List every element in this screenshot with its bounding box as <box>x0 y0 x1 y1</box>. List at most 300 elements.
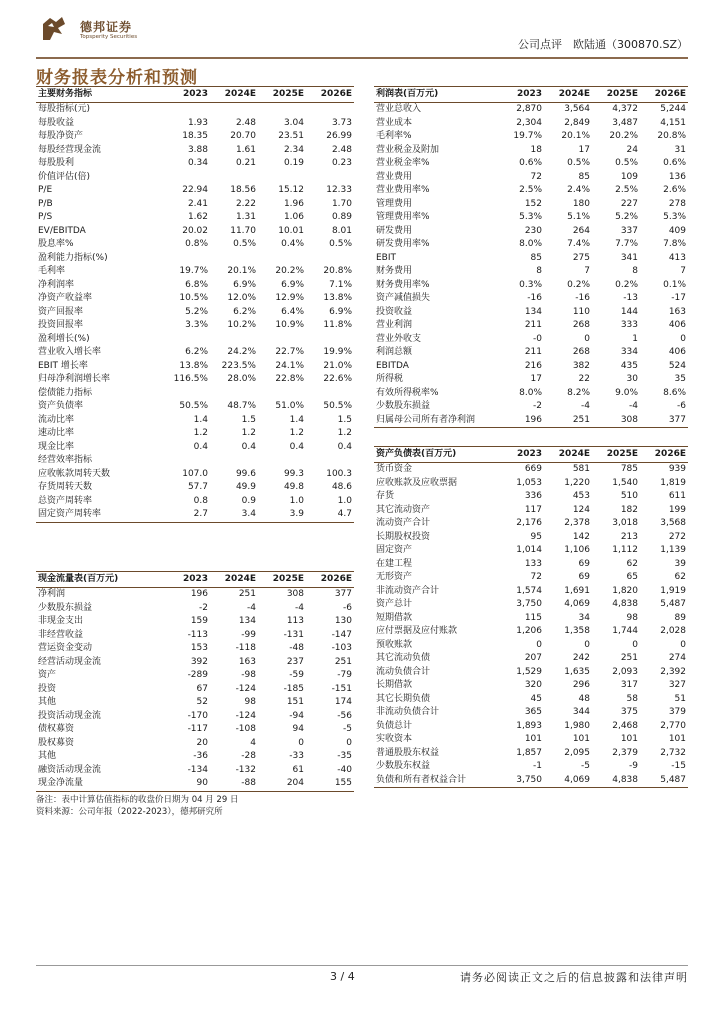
cell-value: -99 <box>241 629 256 640</box>
table-row <box>36 642 354 656</box>
cell-value: 69 <box>578 572 590 582</box>
cell-value: 30 <box>626 374 638 384</box>
cell-value <box>258 252 306 266</box>
cell-value: 6.2% <box>233 306 256 317</box>
cell-value: 163 <box>668 306 686 317</box>
cell-value: -4 <box>295 602 304 613</box>
source-line: 资料来源：公司年报（2022-2023），德邦研究所 <box>36 807 223 817</box>
cell-value: 320 <box>524 680 542 690</box>
cell-value: 7 <box>680 266 686 276</box>
cell-value: 20.2% <box>275 266 304 276</box>
cell-value: 159 <box>190 616 208 626</box>
cell-value: 24 <box>626 144 638 155</box>
cell-value: -98 <box>241 670 256 680</box>
cell-value: 85 <box>530 252 542 263</box>
cell-value: 1,857 <box>516 747 542 758</box>
cell-value: 52 <box>196 697 208 707</box>
cell-value: -94 <box>289 710 304 721</box>
row-label: 资产回报率 <box>38 306 84 317</box>
cell-value: -170 <box>187 710 208 721</box>
cell-value: 0.5% <box>233 239 256 249</box>
cell-value: -131 <box>283 629 304 640</box>
cell-value: 12.9% <box>275 293 304 303</box>
cell-value: 21.0% <box>323 360 352 371</box>
row-label: 营运资金变动 <box>38 643 93 653</box>
cell-value: 344 <box>572 707 590 717</box>
cell-value: 10.2% <box>227 320 256 330</box>
table-row <box>374 373 688 387</box>
cell-value: 0.4 <box>289 441 304 452</box>
cell-value: 22 <box>578 374 590 384</box>
cell-value: -4 <box>581 401 590 411</box>
table-row <box>36 777 354 791</box>
cell-value <box>306 103 354 117</box>
cell-value: 1,540 <box>612 477 638 488</box>
row-label: 非流动负债合计 <box>376 707 440 717</box>
cell-value: 58 <box>626 693 638 704</box>
cell-value: 1,106 <box>564 545 590 555</box>
row-label: 营业利润 <box>376 320 413 330</box>
cell-value: 510 <box>620 491 638 501</box>
cell-value: 207 <box>524 653 542 663</box>
table-row <box>374 652 688 666</box>
row-label: 毛利率% <box>376 131 412 141</box>
cell-value: 216 <box>524 360 542 371</box>
row-label: 投资收益 <box>376 306 413 317</box>
year-header: 2025E <box>258 87 306 103</box>
cell-value: 0.2% <box>615 279 638 290</box>
cell-value: 2,304 <box>516 117 542 128</box>
cell-value: -185 <box>283 683 304 694</box>
main-indicators-table <box>36 86 354 523</box>
logo-icon <box>40 14 68 44</box>
cell-value: 264 <box>572 225 590 236</box>
cell-value: 2.22 <box>235 198 256 209</box>
row-label: 长期借款 <box>376 680 413 690</box>
row-label: 货币资金 <box>376 464 413 474</box>
page-title: 财务报表分析和预测 <box>36 68 198 88</box>
table-row <box>374 720 688 734</box>
cell-value <box>306 252 354 266</box>
cell-value: 0 <box>680 333 686 344</box>
cell-value: 31 <box>674 144 686 155</box>
cell-value: 20.8% <box>323 266 352 276</box>
row-label: 短期借款 <box>376 612 413 623</box>
cell-value: 0.9 <box>241 495 256 506</box>
cell-value: 2,770 <box>660 720 686 731</box>
cell-value: 8 <box>536 266 542 276</box>
cell-value: 308 <box>286 589 304 599</box>
table-row <box>374 333 688 347</box>
row-label: 营业外收支 <box>376 333 422 344</box>
cell-value: 1.61 <box>235 144 256 155</box>
table-row <box>374 144 688 158</box>
table-row <box>374 211 688 225</box>
cell-value: 0.1% <box>663 279 686 290</box>
cell-value: 67 <box>196 683 208 694</box>
cell-value: -59 <box>289 670 304 680</box>
cell-value: 24.1% <box>275 360 304 371</box>
cell-value <box>162 454 210 468</box>
table-row <box>374 517 688 531</box>
row-label: 资产负债率 <box>38 401 84 411</box>
row-label: 营业费用率% <box>376 185 430 195</box>
cell-value: 204 <box>258 777 306 791</box>
cell-value: 10.5% <box>179 293 208 303</box>
year-header: 2023 <box>496 447 544 463</box>
notes <box>36 794 238 818</box>
cell-value: 5.3% <box>519 212 542 222</box>
cell-value: -132 <box>235 764 256 775</box>
row-label: 少数股东损益 <box>38 602 93 613</box>
cell-value: 0 <box>632 639 638 650</box>
cell-value: 1.31 <box>235 212 256 222</box>
cell-value <box>210 454 258 468</box>
cell-value: 274 <box>668 653 686 663</box>
cell-value: 317 <box>620 680 638 690</box>
row-label: 实收资本 <box>376 734 413 744</box>
cell-value <box>258 387 306 401</box>
cell-value: 110 <box>572 306 590 317</box>
cell-value <box>210 103 258 117</box>
row-label: 其他 <box>38 697 57 707</box>
table-row <box>374 558 688 572</box>
row-label: 所得税 <box>376 374 404 384</box>
cell-value: 65 <box>626 572 638 582</box>
cell-value: 196 <box>496 414 544 428</box>
cell-value: 268 <box>572 347 590 357</box>
year-header: 2026E <box>306 572 354 588</box>
cell-value: 116.5% <box>173 374 208 384</box>
cell-value: 199 <box>668 504 686 515</box>
balance-sheet-table <box>374 446 688 788</box>
cell-value: 392 <box>190 656 208 667</box>
cell-value: 0 <box>346 737 352 748</box>
cell-value: 2.34 <box>283 144 304 155</box>
cell-value: 26.99 <box>326 131 352 141</box>
table-row <box>36 710 354 724</box>
row-label: 应收账款及应收票据 <box>376 477 458 488</box>
year-header: 2026E <box>640 447 688 463</box>
row-label: 现金净流量 <box>36 777 162 791</box>
header-divider <box>36 57 688 59</box>
cell-value: 785 <box>620 464 638 474</box>
cell-value: 2.6% <box>663 185 686 195</box>
cell-value <box>258 171 306 185</box>
cell-value: 12.0% <box>227 293 256 303</box>
cell-value: 2.5% <box>519 185 542 195</box>
cell-value: 51 <box>674 693 686 704</box>
table-row <box>36 750 354 764</box>
cell-value: 0.5% <box>329 239 352 249</box>
cell-value: 152 <box>524 198 542 209</box>
cell-value: 223.5% <box>221 360 256 371</box>
cell-value: 230 <box>524 225 542 236</box>
cell-value: -4 <box>629 401 638 411</box>
cell-value: 98 <box>626 612 638 623</box>
cell-value: -134 <box>187 764 208 775</box>
cell-value: 134 <box>524 306 542 317</box>
row-label: 流动比率 <box>38 414 75 425</box>
cell-value: -124 <box>235 683 256 694</box>
table-row <box>374 117 688 131</box>
cell-value: 155 <box>306 777 354 791</box>
table-title: 现金流量表(百万元) <box>36 572 162 588</box>
cell-value: 142 <box>572 531 590 542</box>
row-label: P/E <box>38 185 53 195</box>
cell-value: 1,574 <box>516 585 542 596</box>
cell-value: 57.7 <box>187 482 208 492</box>
year-header: 2026E <box>640 87 688 103</box>
cell-value: 211 <box>524 347 542 357</box>
cell-value: 163 <box>238 656 256 667</box>
logo-text-cn: 德邦证券 <box>80 20 133 34</box>
cell-value: 1.0 <box>289 495 304 506</box>
table-row <box>36 252 354 266</box>
cell-value: 453 <box>572 491 590 501</box>
cell-value: 22.7% <box>275 347 304 357</box>
cell-value: 0 <box>536 639 542 650</box>
cell-value: -9 <box>629 761 638 771</box>
row-label: 财务费用率% <box>376 279 430 290</box>
cell-value: 0.34 <box>187 158 208 168</box>
table-row <box>36 184 354 198</box>
table-row <box>36 144 354 158</box>
row-label: 存货周转天数 <box>38 482 93 492</box>
cell-value: -117 <box>187 724 208 734</box>
table-row <box>374 585 688 599</box>
cell-value: 3.73 <box>331 117 352 128</box>
cell-value: 107.0 <box>182 468 208 479</box>
cell-value: 227 <box>620 198 638 209</box>
cell-value <box>162 387 210 401</box>
cell-value: 268 <box>572 320 590 330</box>
cell-value: -88 <box>210 777 258 791</box>
row-label: 盈利增长(%) <box>38 333 90 344</box>
cell-value: 144 <box>620 306 638 317</box>
cell-value: 0.21 <box>235 158 256 168</box>
table-row <box>374 504 688 518</box>
table-row <box>36 373 354 387</box>
cell-value: 237 <box>286 656 304 667</box>
cell-value: 113 <box>286 616 304 626</box>
row-label: 预收账款 <box>376 639 413 650</box>
cell-value: 50.5% <box>179 401 208 411</box>
table-row <box>374 225 688 239</box>
table-row <box>374 319 688 333</box>
cell-value: 22.8% <box>275 374 304 384</box>
row-label: 价值评估(倍) <box>38 171 91 182</box>
cell-value: 136 <box>668 171 686 182</box>
row-label: 固定资产周转率 <box>36 508 162 522</box>
table-header-row <box>36 572 354 588</box>
cell-value: 413 <box>668 252 686 263</box>
table-row <box>36 495 354 509</box>
table-row <box>374 639 688 653</box>
table-row <box>374 103 688 117</box>
cell-value: 213 <box>620 531 638 542</box>
table-row <box>374 544 688 558</box>
cell-value: -289 <box>187 670 208 680</box>
row-label: 其它长期负债 <box>376 693 431 704</box>
row-label: P/S <box>38 212 53 222</box>
row-label: EBITDA <box>376 360 409 371</box>
row-label: 少数股东权益 <box>376 761 431 771</box>
cell-value: -79 <box>337 670 352 680</box>
year-header: 2025E <box>258 572 306 588</box>
cell-value: 101 <box>620 734 638 744</box>
table-row <box>36 441 354 455</box>
row-label: 速动比率 <box>38 428 75 438</box>
row-label: 营业税金率% <box>376 158 430 168</box>
cell-value: 4,069 <box>544 774 592 788</box>
cell-value <box>306 454 354 468</box>
row-label: 债权募资 <box>38 724 75 734</box>
table-row <box>374 171 688 185</box>
table-row <box>374 360 688 374</box>
cell-value: -48 <box>289 643 304 653</box>
table-row <box>374 279 688 293</box>
cell-value: 939 <box>668 464 686 474</box>
row-label: EV/EBITDA <box>38 225 86 236</box>
cell-value: 1,112 <box>612 545 638 555</box>
row-label: 长期股权投资 <box>376 531 431 542</box>
cell-value: 406 <box>668 347 686 357</box>
row-label: 应收帐款周转天数 <box>38 468 111 479</box>
table-header-row <box>374 447 688 463</box>
cell-value: -40 <box>337 764 352 775</box>
cell-value: 6.9% <box>281 279 304 290</box>
cell-value: 5.1% <box>567 212 590 222</box>
cell-value: 0 <box>584 639 590 650</box>
table-row <box>374 693 688 707</box>
cell-value: 1.96 <box>283 198 304 209</box>
row-label: 其它流动负债 <box>376 653 431 663</box>
table-row <box>374 414 688 428</box>
cell-value: 115 <box>524 612 542 623</box>
year-header: 2025E <box>592 87 640 103</box>
row-label: 股权募资 <box>38 737 75 748</box>
note-line: 备注：表中计算估值指标的收盘价日期为 04 月 29 日 <box>36 795 239 805</box>
cell-value: 7.4% <box>567 239 590 249</box>
cell-value: 7 <box>584 266 590 276</box>
row-label: 管理费用 <box>376 198 413 209</box>
cell-value <box>258 103 306 117</box>
cell-value: -151 <box>331 683 352 694</box>
cell-value: -2 <box>533 401 542 411</box>
cell-value: 101 <box>572 734 590 744</box>
row-label: 资产减值损失 <box>376 293 431 303</box>
table-row <box>36 723 354 737</box>
cell-value: 7.7% <box>615 239 638 249</box>
cell-value: -113 <box>187 629 208 640</box>
cell-value: 11.70 <box>230 225 256 236</box>
table-row <box>374 387 688 401</box>
cell-value: -16 <box>575 293 590 303</box>
row-label: EBIT <box>376 252 397 263</box>
table-row <box>374 774 688 788</box>
cell-value: 101 <box>524 734 542 744</box>
cell-value: 251 <box>334 656 352 667</box>
table-row <box>36 669 354 683</box>
cell-value <box>210 333 258 347</box>
cell-value: 130 <box>334 616 352 626</box>
cell-value: 0.89 <box>331 212 352 222</box>
cell-value: 2,379 <box>612 747 638 758</box>
cell-value: 1,893 <box>516 720 542 731</box>
cell-value: -16 <box>527 293 542 303</box>
table-row <box>36 157 354 171</box>
cell-value: 20 <box>196 737 208 748</box>
cell-value: 0 <box>298 737 304 748</box>
cell-value: 4.7 <box>306 508 354 522</box>
cell-value: 8.0% <box>519 239 542 249</box>
cell-value: 6.8% <box>185 279 208 290</box>
cell-value: 20.8% <box>657 131 686 141</box>
cell-value: -6 <box>343 602 352 613</box>
cell-value: 12.33 <box>326 185 352 195</box>
year-header: 2024E <box>210 87 258 103</box>
table-row <box>374 306 688 320</box>
cell-value: 272 <box>668 531 686 542</box>
cell-value: 99.6 <box>235 468 256 479</box>
row-label: 每股股利 <box>38 158 75 168</box>
cell-value: 0.4% <box>281 239 304 249</box>
cell-value: 124 <box>572 504 590 515</box>
cell-value: 51.0% <box>275 401 304 411</box>
cell-value: 7.1% <box>329 279 352 290</box>
table-row <box>36 508 354 522</box>
table-row <box>374 157 688 171</box>
table-row <box>374 679 688 693</box>
cell-value <box>306 387 354 401</box>
report-type-and-ticker: 公司点评 欧陆通（300870.SZ） <box>517 38 688 51</box>
row-label: P/B <box>38 198 53 209</box>
cell-value: 0.2% <box>567 279 590 290</box>
cell-value: 18.35 <box>182 131 208 141</box>
cell-value: 48.6 <box>331 482 352 492</box>
cell-value: 11.8% <box>323 320 352 330</box>
cell-value: 2.48 <box>331 144 352 155</box>
table-row <box>36 117 354 131</box>
row-label: 经营活动现金流 <box>38 656 102 667</box>
logo-text-en: Topsperity Securities <box>80 34 138 40</box>
cell-value: 69 <box>578 558 590 569</box>
row-label: 其它流动资产 <box>376 504 431 515</box>
cell-value <box>306 171 354 185</box>
cell-value: 72 <box>530 572 542 582</box>
cell-value: 377 <box>334 589 352 599</box>
cell-value <box>258 333 306 347</box>
cell-value: 72 <box>530 171 542 182</box>
table-row <box>36 737 354 751</box>
table-row <box>374 477 688 491</box>
table-row <box>36 454 354 468</box>
cell-value: 101 <box>668 734 686 744</box>
table-row <box>374 238 688 252</box>
cell-value: 0.6% <box>519 158 542 168</box>
table-row <box>36 400 354 414</box>
table-row <box>374 198 688 212</box>
cell-value: 382 <box>572 360 590 371</box>
cell-value: 49.9 <box>235 482 256 492</box>
table-row <box>36 279 354 293</box>
cash-flow-table <box>36 571 354 792</box>
cell-value: 34 <box>578 612 590 623</box>
cell-value: 2,732 <box>660 747 686 758</box>
cell-value: 3,018 <box>612 518 638 528</box>
table-row <box>374 598 688 612</box>
